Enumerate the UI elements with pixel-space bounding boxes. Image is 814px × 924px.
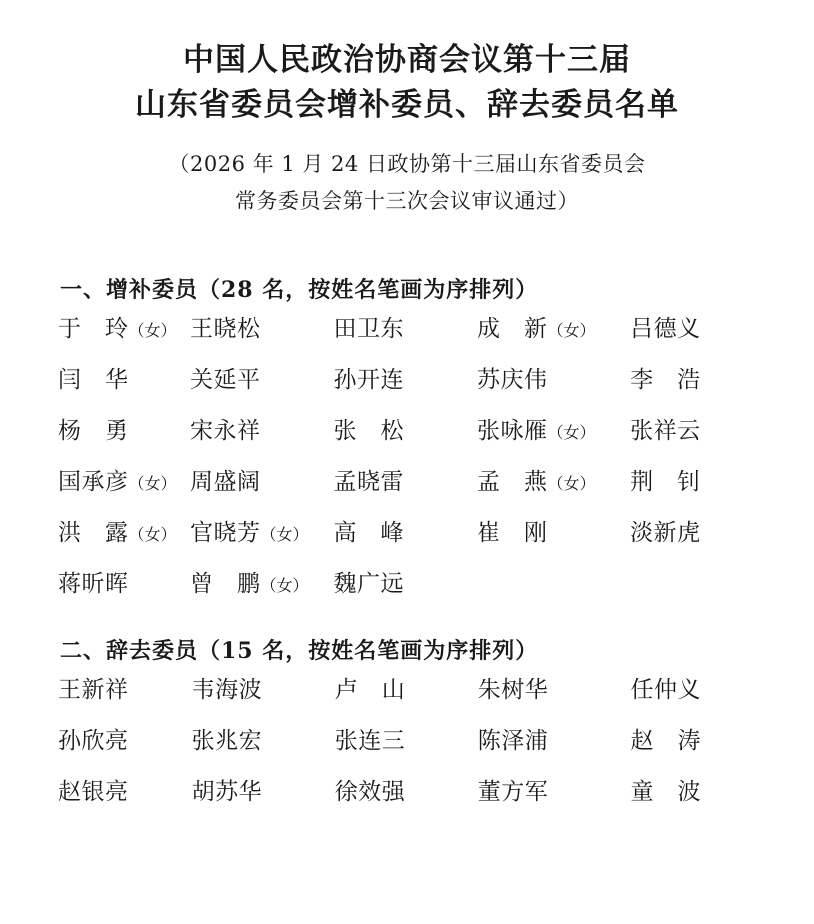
names-grid-resigned bbox=[0, 671, 814, 824]
name-row bbox=[58, 463, 764, 514]
name-cell bbox=[334, 463, 478, 496]
name-row bbox=[58, 310, 764, 361]
member-name: 周盛阔 bbox=[190, 469, 261, 496]
name-cell bbox=[477, 310, 630, 343]
name-cell bbox=[334, 361, 478, 394]
name-cell bbox=[58, 514, 190, 547]
name-row bbox=[58, 773, 764, 824]
subtitle-line-2: 常务委员会第十三次会议审议通过） bbox=[235, 188, 579, 213]
member-name: 吕德义 bbox=[630, 316, 701, 343]
subtitle-line-1: （2026 年 1 月 24 日政协第十三届山东省委员会 bbox=[168, 151, 646, 176]
name-cell bbox=[630, 361, 764, 394]
name-cell bbox=[58, 463, 190, 496]
name-cell bbox=[58, 412, 190, 445]
member-name: 张兆宏 bbox=[191, 728, 263, 755]
name-cell bbox=[334, 412, 478, 445]
member-name: 孙欣亮 bbox=[58, 728, 129, 755]
member-name: 王新祥 bbox=[58, 677, 129, 704]
member-name: 陈泽浦 bbox=[477, 728, 549, 755]
member-name: 李 浩 bbox=[630, 367, 701, 394]
name-cell bbox=[58, 565, 190, 598]
name-row bbox=[58, 565, 764, 616]
name-cell bbox=[477, 412, 630, 445]
member-name: 高 峰 bbox=[333, 520, 405, 547]
member-name: 徐效强 bbox=[334, 779, 406, 806]
member-name: 孟晓雷 bbox=[333, 469, 405, 496]
name-cell bbox=[58, 722, 192, 755]
name-cell bbox=[190, 361, 334, 394]
member-gender: （女） bbox=[128, 525, 177, 545]
member-name: 张祥云 bbox=[630, 418, 701, 445]
name-cell bbox=[335, 671, 478, 704]
name-cell bbox=[630, 671, 764, 704]
name-cell bbox=[478, 671, 631, 704]
section-heading-resigned: 二、辞去委员（15 名，按姓名笔画为序排列） bbox=[60, 638, 539, 665]
name-cell bbox=[630, 310, 764, 343]
name-cell bbox=[192, 722, 335, 755]
member-gender: （女） bbox=[547, 423, 596, 443]
member-name: 曾 鹏 bbox=[190, 571, 261, 598]
member-name: 孟 燕 bbox=[477, 469, 548, 496]
page-title-line-1: 中国人民政治协商会议第十三届 bbox=[183, 42, 631, 78]
name-cell bbox=[334, 514, 478, 547]
name-cell bbox=[630, 412, 764, 445]
name-cell bbox=[478, 722, 631, 755]
member-name: 韦海波 bbox=[191, 677, 263, 704]
member-name: 卢 山 bbox=[334, 677, 406, 704]
member-gender: （女） bbox=[260, 525, 309, 545]
name-cell bbox=[58, 310, 190, 343]
member-name: 蒋昕晖 bbox=[58, 571, 129, 598]
name-cell bbox=[334, 310, 478, 343]
member-name: 田卫东 bbox=[333, 316, 405, 343]
name-cell bbox=[58, 361, 190, 394]
section-added-members bbox=[0, 273, 814, 616]
member-name: 张 松 bbox=[333, 418, 405, 445]
member-name: 成 新 bbox=[477, 316, 548, 343]
member-gender: （女） bbox=[547, 321, 596, 341]
document-subtitle bbox=[0, 146, 814, 220]
member-gender: （女） bbox=[128, 474, 177, 494]
member-name: 洪 露 bbox=[58, 520, 129, 547]
page-title-line-2: 山东省委员会增补委员、辞去委员名单 bbox=[135, 86, 679, 123]
name-cell bbox=[190, 514, 334, 547]
member-name: 魏广远 bbox=[333, 571, 405, 598]
member-name: 官晓芳 bbox=[190, 520, 261, 547]
member-name: 关延平 bbox=[190, 367, 261, 394]
name-cell bbox=[630, 463, 764, 496]
name-cell bbox=[478, 773, 631, 806]
member-name: 朱树华 bbox=[477, 677, 549, 704]
section-heading-added: 一、增补委员（28 名，按姓名笔画为序排列） bbox=[60, 277, 539, 304]
member-name: 赵 涛 bbox=[630, 728, 701, 755]
member-name: 赵银亮 bbox=[58, 779, 129, 806]
name-cell bbox=[192, 773, 335, 806]
name-row bbox=[58, 671, 764, 722]
name-cell bbox=[190, 463, 334, 496]
name-cell bbox=[477, 361, 630, 394]
name-cell bbox=[192, 671, 335, 704]
name-cell bbox=[58, 671, 192, 704]
section-resigned-members bbox=[0, 634, 814, 824]
name-cell bbox=[630, 514, 764, 547]
member-name: 淡新虎 bbox=[630, 520, 701, 547]
name-cell bbox=[630, 722, 764, 755]
name-row bbox=[58, 412, 764, 463]
name-cell bbox=[190, 310, 334, 343]
member-name: 苏庆伟 bbox=[477, 367, 548, 394]
member-name: 于 玲 bbox=[58, 316, 129, 343]
member-name: 崔 刚 bbox=[477, 520, 548, 547]
member-name: 张咏雁 bbox=[477, 418, 548, 445]
name-row bbox=[58, 514, 764, 565]
member-name: 宋永祥 bbox=[190, 418, 261, 445]
name-cell bbox=[334, 565, 478, 598]
member-gender: （女） bbox=[128, 321, 177, 341]
member-name: 王晓松 bbox=[190, 316, 261, 343]
name-row bbox=[58, 722, 764, 773]
name-cell bbox=[190, 565, 334, 598]
name-cell bbox=[335, 773, 478, 806]
page-title bbox=[0, 38, 814, 128]
title-block bbox=[0, 0, 814, 219]
member-gender: （女） bbox=[547, 474, 596, 494]
name-cell bbox=[190, 412, 334, 445]
member-name: 闫 华 bbox=[58, 367, 129, 394]
member-name: 杨 勇 bbox=[58, 418, 129, 445]
name-cell bbox=[477, 463, 630, 496]
name-cell bbox=[630, 773, 764, 806]
member-name: 国承彦 bbox=[58, 469, 129, 496]
names-grid-added bbox=[0, 310, 814, 616]
member-gender: （女） bbox=[260, 576, 309, 596]
member-name: 童 波 bbox=[630, 779, 701, 806]
member-name: 张连三 bbox=[334, 728, 406, 755]
name-cell bbox=[335, 722, 478, 755]
member-name: 董方军 bbox=[477, 779, 549, 806]
name-row bbox=[58, 361, 764, 412]
member-name: 荆 钊 bbox=[630, 469, 701, 496]
member-name: 胡苏华 bbox=[191, 779, 263, 806]
name-cell bbox=[58, 773, 192, 806]
name-cell bbox=[477, 514, 630, 547]
member-name: 孙开连 bbox=[333, 367, 405, 394]
member-name: 任仲义 bbox=[630, 677, 701, 704]
